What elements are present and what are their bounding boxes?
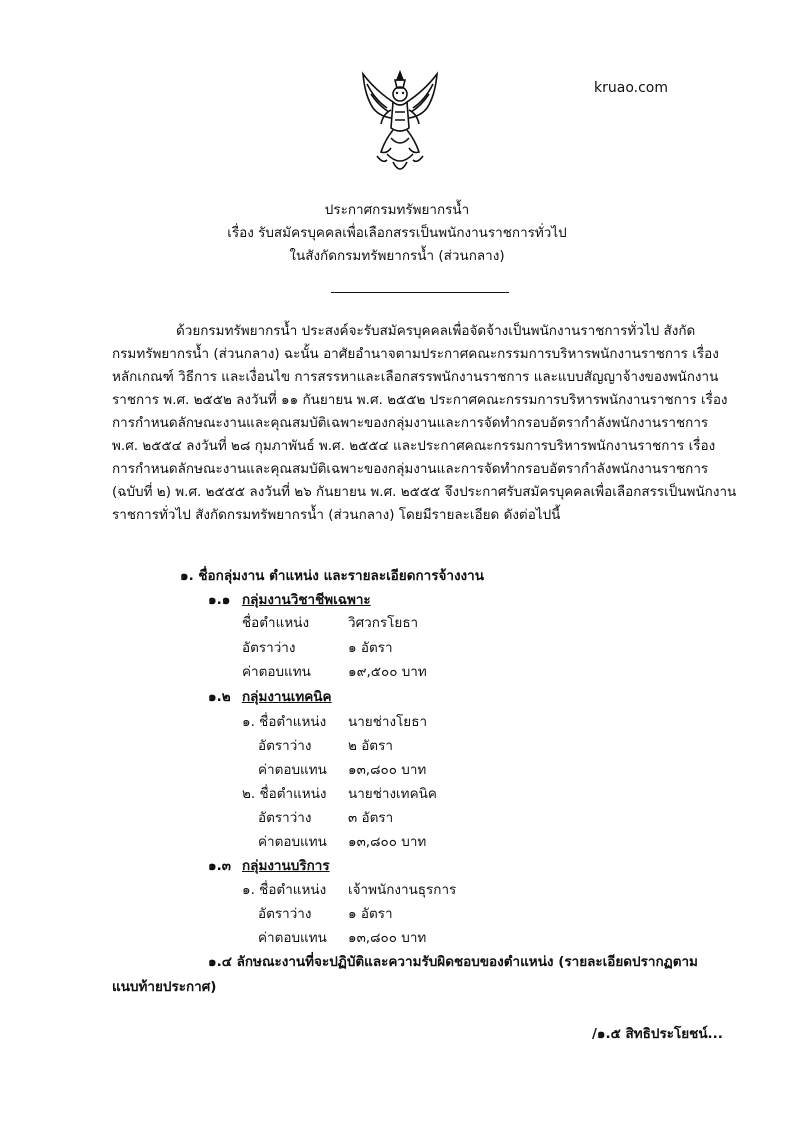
body-paragraph: [112, 320, 737, 527]
group-number: ๑.๑: [208, 592, 231, 608]
announcement-title: ประกาศกรมทรัพยากรน้ำ: [324, 202, 470, 218]
site-watermark: kruao.com: [594, 80, 668, 96]
salary-value: ๑๓,๘๐๐ บาท: [348, 930, 427, 946]
vacancy-value: ๑ อัตรา: [348, 906, 393, 922]
salary-label: ค่าตอบแทน: [242, 664, 311, 680]
vacancy-label: อัตราว่าง: [258, 810, 312, 826]
vacancy-value: ๑ อัตรา: [348, 640, 393, 656]
vacancy-label: อัตราว่าง: [242, 640, 296, 656]
group-name: กลุ่มงานเทคนิค: [242, 689, 332, 705]
body-line: ราชการทั่วไป สังกัดกรมทรัพยากรน้ำ (ส่วนกลาง) โดยมีรายละเอียด ดังต่อไปนี้: [112, 507, 561, 523]
body-line: การกำหนดลักษณะงานและคุณสมบัติเฉพาะของกลุ่มงานและการจัดทำกรอบอัตรากำลังพนักงานราชการ: [112, 415, 709, 431]
position-label: ๑. ชื่อตำแหน่ง: [242, 882, 327, 898]
salary-label: ค่าตอบแทน: [258, 762, 327, 778]
salary-label: ค่าตอบแทน: [258, 834, 327, 850]
salary-value: ๑๙,๕๐๐ บาท: [348, 664, 427, 680]
announcement-subject: เรื่อง รับสมัครบุคคลเพื่อเลือกสรรเป็นพนักงานราชการทั่วไป: [227, 225, 567, 241]
position-label: ชื่อตำแหน่ง: [242, 615, 310, 631]
position-value: วิศวกรโยธา: [348, 615, 419, 631]
group-name: กลุ่มงานวิชาชีพเฉพาะ: [242, 592, 371, 608]
position-value: เจ้าพนักงานธุรการ: [348, 882, 457, 898]
position-value: นายช่างเทคนิค: [348, 786, 437, 802]
item-1-4-line: ๑.๔ ลักษณะงานที่จะปฏิบัติและความรับผิดชอบของตำแหน่ง (รายละเอียดปรากฏตาม: [208, 954, 698, 970]
section-heading: ๑. ชื่อกลุ่มงาน ตำแหน่ง และรายละเอียดการจ้างงาน: [180, 568, 484, 584]
vacancy-value: ๓ อัตรา: [348, 810, 394, 826]
position-label: ๒. ชื่อตำแหน่ง: [242, 786, 327, 802]
position-value: นายช่างโยธา: [348, 714, 428, 730]
group-name: กลุ่มงานบริการ: [242, 858, 330, 874]
body-line: การกำหนดลักษณะงานและคุณสมบัติเฉพาะของกลุ่มงานและการจัดทำกรอบอัตรากำลังพนักงานราชการ: [112, 461, 709, 477]
vacancy-label: อัตราว่าง: [258, 738, 312, 754]
body-line: พ.ศ. ๒๕๕๔ ลงวันที่ ๒๘ กุมภาพันธ์ พ.ศ. ๒๕๕๔ และประกาศคณะกรรมการบริหารพนักงานราชการ เรื่อง: [112, 438, 716, 454]
item-1-4-line: แนบท้ายประกาศ): [112, 979, 217, 995]
salary-value: ๑๓,๘๐๐ บาท: [348, 834, 427, 850]
group-number: ๑.๓: [208, 858, 231, 874]
body-line: ด้วยกรมทรัพยากรน้ำ ประสงค์จะรับสมัครบุคคลเพื่อจัดจ้างเป็นพนักงานราชการทั่วไป สังกัด: [176, 323, 696, 339]
vacancy-value: ๒ อัตรา: [348, 738, 393, 754]
body-line: ราชการ พ.ศ. ๒๕๕๒ ลงวันที่ ๑๑ กันยายน พ.ศ. ๒๕๕๒ ประกาศคณะกรรมการบริหารพนักงานราชการ เรื่อง: [112, 392, 728, 408]
announcement-subject-sub: ในสังกัดกรมทรัพยากรน้ำ (ส่วนกลาง): [289, 248, 505, 264]
body-line: หลักเกณฑ์ วิธีการ และเงื่อนไข การสรรหาและเลือกสรรพนักงานราชการ และแบบสัญญาจ้างของพนักงาน: [112, 369, 719, 385]
salary-value: ๑๓,๘๐๐ บาท: [348, 762, 427, 778]
garuda-emblem-icon: [357, 68, 443, 180]
page-continuation: /๑.๕ สิทธิประโยชน์...: [592, 1026, 723, 1042]
group-number: ๑.๒: [208, 689, 231, 705]
vacancy-label: อัตราว่าง: [258, 906, 312, 922]
body-line: (ฉบับที่ ๒) พ.ศ. ๒๕๕๕ ลงวันที่ ๒๖ กันยายน พ.ศ. ๒๕๕๕ จึงประกาศรับสมัครบุคคลเพื่อเลือกสรรเป็นพนักงาน: [112, 484, 737, 500]
position-label: ๑. ชื่อตำแหน่ง: [242, 714, 327, 730]
salary-label: ค่าตอบแทน: [258, 930, 327, 946]
title-divider: [331, 292, 509, 293]
body-line: กรมทรัพยากรน้ำ (ส่วนกลาง) ฉะนั้น อาศัยอำนาจตามประกาศคณะกรรมการบริหารพนักงานราชการ เรื่อง: [112, 346, 719, 362]
